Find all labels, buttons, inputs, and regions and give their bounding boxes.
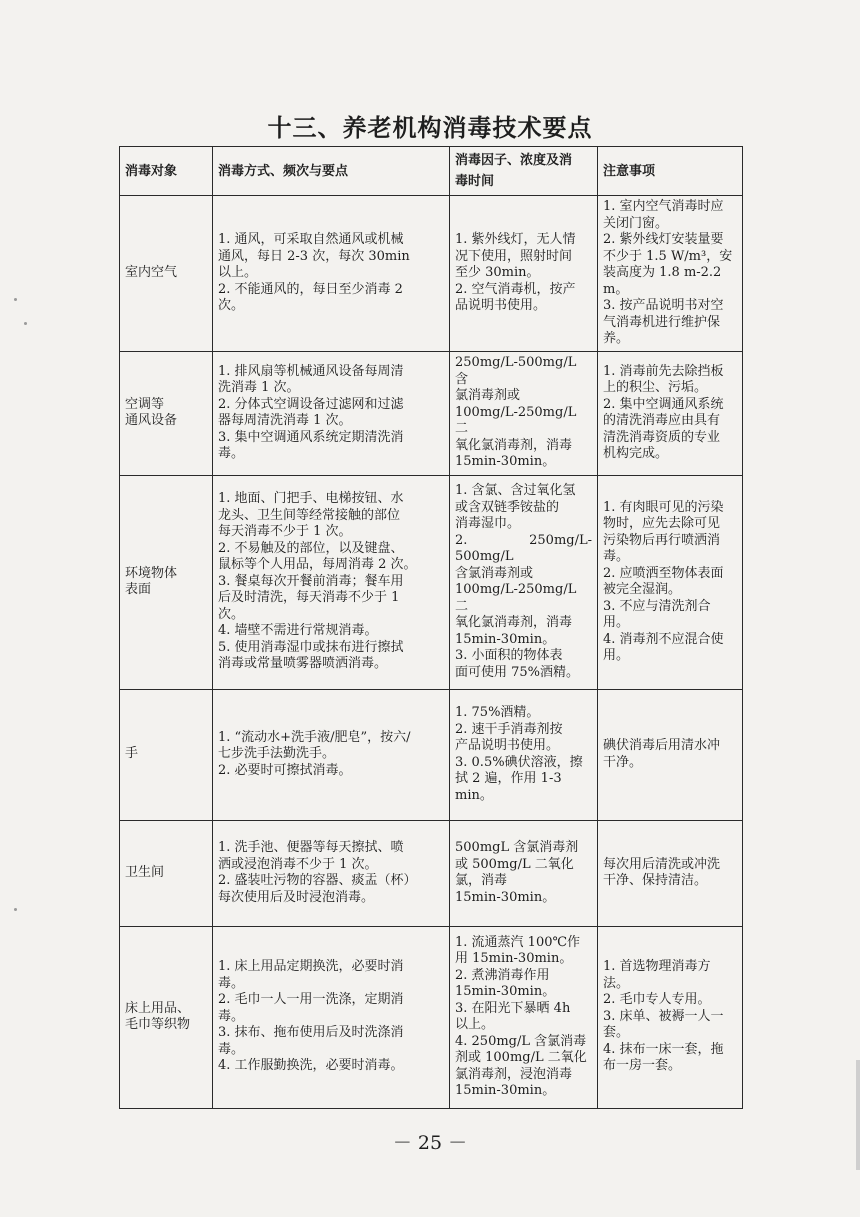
cell-line: 至少 30min。	[455, 265, 540, 280]
table-row	[120, 689, 743, 820]
cell-line: 15min-30min。	[455, 984, 556, 999]
page-title: 十三、养老机构消毒技术要点	[267, 114, 593, 142]
cell-line: 2. 分体式空调设备过滤网和过滤	[218, 396, 404, 412]
cell-line: 物时，应先去除可见	[603, 516, 721, 531]
row-method-cell	[213, 926, 450, 1108]
cell-line: 100mg/L-250mg/L 二	[455, 404, 577, 437]
cell-line: 1. 室内空气消毒时应	[603, 199, 724, 214]
cell-line: 1. 排风扇等机械通风设备每周清	[218, 363, 404, 379]
scan-edge-shadow	[856, 1060, 860, 1170]
table-row	[120, 351, 743, 475]
cell-line: m。	[603, 281, 629, 297]
cell-line: 2. 应喷洒至物体表面	[603, 565, 724, 581]
row-object-cell	[120, 475, 213, 689]
cell-line: 2. 必要时可擦拭消毒。	[218, 762, 352, 778]
cell-line: 通风，每日 2-3 次，每次 30min	[218, 248, 410, 264]
page-number: － 25 －	[392, 1132, 468, 1154]
cell-line: 每次用后清洗或冲洗	[603, 856, 721, 872]
cell-line: 1. 消毒前先去除挡板	[603, 363, 724, 379]
cell-line: 消毒方式、频次与要点	[218, 163, 349, 179]
cell-line: 3. 0.5%碘伏溶液，擦	[455, 754, 583, 770]
cell-line: 机构完成。	[603, 446, 669, 461]
cell-line: 100mg/L-250mg/L 二	[455, 582, 577, 614]
cell-line: 况下使用，照射时间	[455, 248, 573, 264]
row-object-cell	[120, 351, 213, 475]
row-object-cell	[120, 689, 213, 820]
cell-line: 消毒湿巾。	[455, 516, 521, 531]
row-method-cell	[213, 196, 450, 352]
table-row	[120, 820, 743, 926]
cell-line: 氯消毒剂或	[455, 388, 521, 404]
row-object-cell	[120, 196, 213, 352]
cell-line: 3. 在阳光下暴晒 4h	[455, 1000, 571, 1016]
row-object-cell	[120, 926, 213, 1108]
row-method-cell	[213, 351, 450, 475]
cell-line: 1. 有肉眼可见的污染	[603, 499, 724, 515]
cell-line: 拭 2 遍，作用 1-3	[455, 771, 562, 786]
cell-line: 后及时清洗，每天消毒不少于 1	[218, 590, 400, 606]
cell-line: 龙头、卫生间等经常接触的部位	[218, 507, 401, 523]
table-row	[120, 196, 743, 352]
cell-line: 5. 使用消毒湿巾或抹布进行擦拭	[218, 639, 404, 655]
cell-line: 4. 工作服勤换洗，必要时消毒。	[218, 1058, 404, 1074]
cell-line: 品说明书使用。	[455, 298, 547, 313]
cell-line: 剂或 100mg/L 二氧化	[455, 1050, 587, 1065]
cell-line: 被完全湿润。	[603, 582, 682, 597]
cell-line: 每天消毒不少于 1 次。	[218, 524, 352, 540]
cell-line: 清洗消毒资质的专业	[603, 429, 721, 445]
cell-line: 用。	[603, 615, 630, 630]
header-object	[120, 147, 213, 196]
cell-line: 污染物后再行喷洒消	[603, 532, 721, 548]
cell-line: 1. 流通蒸汽 100℃作	[455, 934, 581, 950]
cell-line: 2. 空气消毒机，按产	[455, 281, 576, 297]
row-notes-cell	[598, 926, 743, 1108]
cell-line: 毒。	[603, 549, 630, 564]
cell-line: 毒。	[218, 1008, 245, 1024]
cell-line: 次。	[218, 298, 245, 313]
cell-line: 3. 按产品说明书对空	[603, 298, 724, 313]
cell-line: 氯消毒剂，浸泡消毒	[455, 1066, 573, 1082]
cell-line: 干净、保持清洁。	[603, 873, 708, 888]
cell-line: 七步洗手法勤洗手。	[218, 746, 336, 762]
row-method-cell	[213, 689, 450, 820]
cell-line: 3. 床单、被褥一人一	[603, 1008, 724, 1024]
cell-line: 床上用品、	[125, 1000, 191, 1016]
cell-line: 洒或浸泡消毒不少于 1 次。	[218, 856, 378, 872]
cell-line: min。	[455, 787, 493, 803]
cell-line: 3. 不应与清洗剂合	[603, 598, 711, 614]
table-header-row	[120, 147, 743, 196]
cell-line: 4. 250mg/L 含氯消毒	[455, 1033, 587, 1049]
cell-line: 或 500mg/L 二氧化	[455, 856, 574, 872]
cell-line: 1. 首选物理消毒方	[603, 959, 711, 975]
cell-line: 2. 紫外线灯安装量要	[603, 232, 724, 247]
cell-line: 用。	[603, 648, 630, 663]
cell-line: 氧化氯消毒剂，消毒	[455, 437, 573, 453]
disinfection-table	[119, 146, 743, 1109]
cell-line: 产品说明书使用。	[455, 738, 560, 753]
cell-line: 氧化氯消毒剂，消毒	[455, 615, 573, 630]
cell-line: 环境物体	[125, 565, 178, 581]
cell-line: 表面	[125, 582, 152, 597]
cell-line: 2. 毛巾专人专用。	[603, 992, 711, 1008]
cell-line: 的清洗消毒应由具有	[603, 413, 721, 428]
cell-line: 500mgL 含氯消毒剂	[455, 840, 579, 855]
cell-line: 毒时间	[455, 174, 495, 189]
cell-line: 4. 抹布一床一套，拖	[603, 1041, 724, 1057]
cell-line: 干净。	[603, 754, 643, 770]
cell-line: 15min-30min。	[455, 454, 556, 470]
cell-line: 毒。	[218, 446, 245, 461]
cell-line: 1. 含氯、含过氧化氢	[455, 483, 576, 498]
scan-mark	[24, 322, 27, 325]
cell-line: 毒。	[218, 975, 245, 991]
cell-line: 4. 墙壁不需进行常规消毒。	[218, 623, 378, 639]
table-row	[120, 926, 743, 1108]
cell-line: 以上。	[455, 1017, 495, 1032]
cell-line: 1. 75%酒精。	[455, 705, 540, 720]
cell-line: 1. 地面、门把手、电梯按钮、水	[218, 491, 404, 507]
row-notes-cell	[598, 689, 743, 820]
cell-line: 鼠标等个人用品，每周消毒 2 次。	[218, 557, 417, 573]
row-notes-cell	[598, 196, 743, 352]
cell-line: 卫生间	[125, 864, 165, 880]
row-factor-cell	[450, 820, 598, 926]
cell-line: 2. 煮沸消毒作用	[455, 967, 550, 983]
cell-line: 室内空气	[125, 265, 178, 280]
header-method	[213, 147, 450, 196]
cell-line: 每次使用后及时浸泡消毒。	[218, 889, 375, 905]
cell-line: 关闭门窗。	[603, 215, 669, 231]
cell-line: 3. 集中空调通风系统定期清洗消	[218, 429, 404, 445]
cell-line: 空调等	[125, 396, 165, 412]
scan-mark	[14, 908, 17, 911]
cell-line: 2. 不易触及的部位，以及键盘、	[218, 540, 404, 556]
cell-line: 4. 消毒剂不应混合使	[603, 631, 724, 647]
row-factor-cell	[450, 351, 598, 475]
row-method-cell	[213, 475, 450, 689]
cell-line: 上的积尘、污垢。	[603, 380, 708, 395]
cell-line: 用 15min-30min。	[455, 951, 573, 966]
cell-line: 毒。	[218, 1041, 245, 1057]
cell-line: 器每周清洗消毒 1 次。	[218, 413, 352, 428]
cell-line: 法。	[603, 975, 630, 991]
row-factor-cell	[450, 689, 598, 820]
row-method-cell	[213, 820, 450, 926]
row-notes-cell	[598, 475, 743, 689]
cell-line: 含氯消毒剂或	[455, 565, 534, 581]
cell-line: 消毒因子、浓度及消	[455, 153, 573, 168]
cell-line: 15min-30min。	[455, 631, 556, 647]
cell-line: 1. “流动水+洗手液/肥皂”，按六/	[218, 729, 411, 745]
cell-line: 养。	[603, 331, 630, 346]
cell-line: 或含双链季铵盐的	[455, 499, 560, 515]
cell-line: 1. 紫外线灯，无人情	[455, 232, 576, 247]
cell-line: 通风设备	[125, 413, 178, 428]
cell-line: 2. 速干手消毒剂按	[455, 721, 563, 737]
cell-line: 2. 250mg/L-500mg/L	[455, 532, 592, 564]
cell-line: 注意事项	[603, 163, 656, 179]
cell-line: 2. 毛巾一人一用一洗涤，定期消	[218, 992, 404, 1008]
table-row	[120, 475, 743, 689]
cell-line: 2. 集中空调通风系统	[603, 396, 724, 412]
row-factor-cell	[450, 926, 598, 1108]
cell-line: 2. 盛装吐污物的容器、痰盂（杯）	[218, 873, 417, 888]
cell-line: 洗消毒 1 次。	[218, 380, 300, 395]
cell-line: 套。	[603, 1025, 630, 1041]
row-notes-cell	[598, 820, 743, 926]
cell-line: 1. 洗手池、便器等每天擦拭、喷	[218, 840, 404, 855]
cell-line: 3. 餐桌每次开餐前消毒；餐车用	[218, 573, 404, 589]
cell-line: 气消毒机进行维护保	[603, 314, 721, 330]
cell-line: 面可使用 75%酒精。	[455, 664, 580, 680]
row-factor-cell	[450, 196, 598, 352]
cell-line: 2. 不能通风的，每日至少消毒 2	[218, 281, 403, 297]
cell-line: 毛巾等织物	[125, 1017, 191, 1032]
cell-line: 消毒对象	[125, 163, 178, 179]
row-factor-cell	[450, 475, 598, 689]
cell-line: 1. 床上用品定期换洗，必要时消	[218, 959, 404, 975]
cell-line: 1. 通风，可采取自然通风或机械	[218, 232, 404, 247]
cell-line: 不少于 1.5 W/m³，安	[603, 248, 733, 264]
header-notes	[598, 147, 743, 196]
scan-mark	[14, 298, 17, 301]
cell-line: 15min-30min。	[455, 889, 556, 905]
cell-line: 250mg/L-500mg/L 含	[455, 355, 577, 387]
cell-line: 以上。	[218, 265, 258, 280]
cell-line: 消毒或常量喷雾器喷洒消毒。	[218, 656, 388, 672]
cell-line: 15min-30min。	[455, 1083, 556, 1098]
cell-line: 手	[125, 746, 139, 762]
cell-line: 装高度为 1.8 m-2.2	[603, 265, 722, 280]
cell-line: 3. 抹布、拖布使用后及时洗涤消	[218, 1025, 404, 1041]
cell-line: 次。	[218, 606, 245, 622]
row-notes-cell	[598, 351, 743, 475]
cell-line: 布一房一套。	[603, 1058, 682, 1074]
row-object-cell	[120, 820, 213, 926]
header-factor	[450, 147, 598, 196]
cell-line: 碘伏消毒后用清水冲	[603, 738, 721, 753]
cell-line: 氯，消毒	[455, 873, 508, 888]
cell-line: 3. 小面积的物体表	[455, 648, 563, 663]
